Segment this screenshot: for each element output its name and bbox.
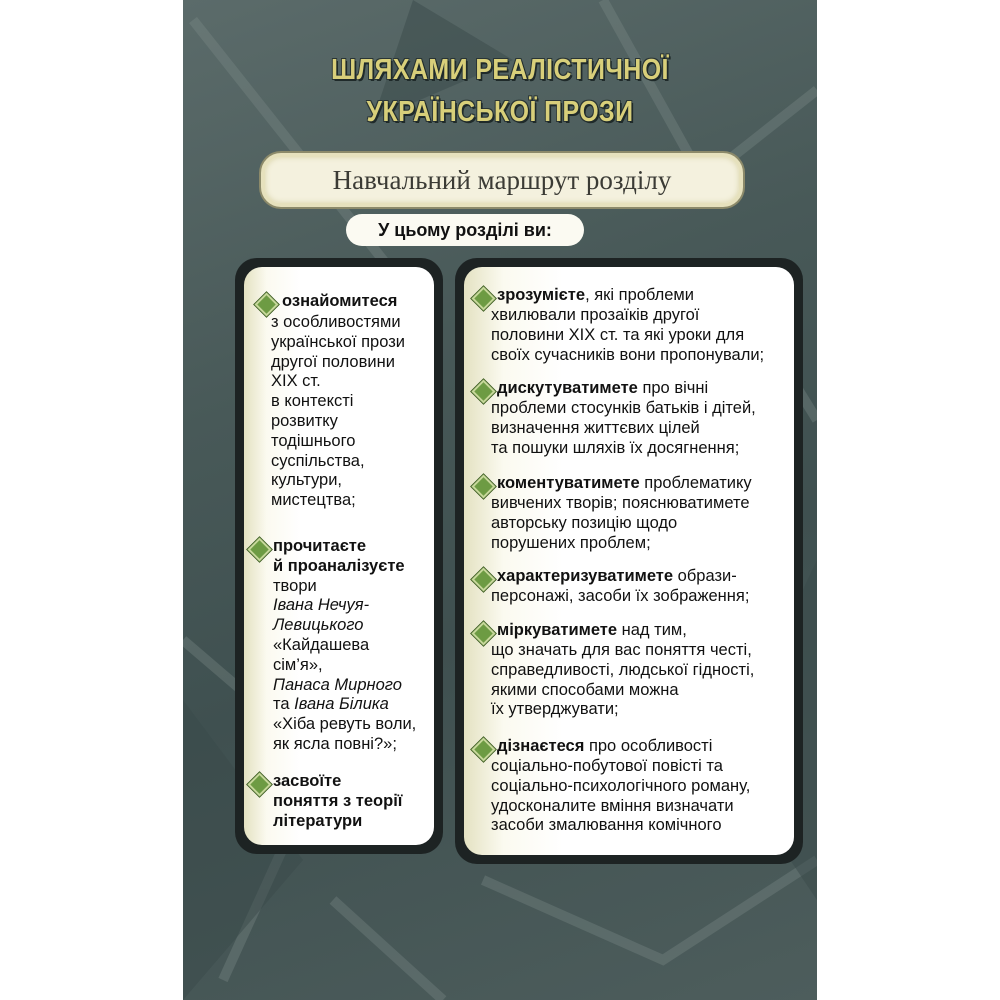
- work-title: сім’я»,: [273, 655, 323, 674]
- author-name: Панаса Мирного: [273, 675, 402, 694]
- item-line: з особливостями: [271, 313, 401, 331]
- left-item-3: [273, 772, 439, 831]
- item-line: якими способами можна: [491, 680, 679, 699]
- left-item-1: [282, 292, 442, 312]
- item-line: української прози: [271, 332, 405, 351]
- item-line: що значать для вас поняття честі,: [491, 641, 752, 659]
- item-keyword: прочитаєте: [273, 537, 367, 555]
- item-line: визначення життєвих цілей: [491, 418, 700, 437]
- item-line: справедливості, людської гідності,: [491, 660, 755, 679]
- book-cover: [183, 0, 817, 1000]
- right-item-4: [497, 567, 797, 587]
- item-text: , які проблеми: [585, 286, 694, 304]
- item-line: культури,: [271, 471, 343, 490]
- item-keyword: й проаналізуєте: [273, 556, 405, 575]
- right-item-5: [497, 621, 797, 641]
- item-line: авторську позицію щодо: [491, 513, 678, 532]
- item-keyword: міркуватимете: [497, 621, 618, 639]
- right-item-1: [497, 286, 797, 306]
- work-title: як ясла повні?»;: [273, 734, 397, 753]
- item-line: порушених проблем;: [491, 533, 651, 552]
- right-item-6: [497, 737, 797, 757]
- item-text: про особливості: [584, 737, 713, 755]
- item-line: проблеми стосунків батьків і дітей,: [491, 399, 756, 417]
- item-keyword: поняття з теорії: [273, 791, 403, 810]
- left-item-2: [273, 537, 439, 755]
- right-item-4-text: [491, 587, 797, 607]
- item-line: твори: [273, 576, 317, 595]
- item-keyword: дізнаєтеся: [497, 737, 585, 755]
- item-line: в контексті: [271, 392, 354, 411]
- right-item-3: [497, 474, 797, 494]
- item-text: образи-: [673, 567, 737, 585]
- item-keyword: літератури: [273, 811, 363, 830]
- item-keyword: коментуватимете: [497, 474, 640, 492]
- right-item-6-text: [491, 757, 797, 836]
- item-keyword: характеризуватимете: [497, 567, 674, 585]
- item-connector: та: [273, 695, 295, 714]
- title-line-2: УКРАЇНСЬКОЇ ПРОЗИ: [366, 96, 634, 128]
- item-keyword: дискутуватимете: [497, 379, 638, 397]
- item-line: другої половини: [271, 352, 395, 371]
- item-line: удосконалите вміння визначати: [491, 796, 734, 815]
- right-item-2-text: [491, 399, 797, 458]
- item-text: проблематику: [639, 474, 752, 492]
- left-item-1-text: [271, 313, 439, 511]
- item-keyword: зрозумієте: [497, 286, 586, 304]
- right-item-1-text: [491, 306, 797, 365]
- route-label: Навчальний маршрут розділу: [332, 164, 672, 195]
- item-line: персонажі, засоби їх зображення;: [491, 587, 750, 605]
- work-title: «Кайдашева: [273, 635, 370, 654]
- intro-label: У цьому розділі ви:: [378, 219, 552, 240]
- item-line: хвилювали прозаїків другої: [491, 306, 700, 324]
- right-item-3-text: [491, 494, 797, 553]
- item-line: засоби змалювання комічного: [491, 816, 722, 835]
- item-line: вивчених творів; пояснюватимете: [491, 494, 750, 512]
- author-name: Івана Нечуя-: [273, 596, 370, 615]
- right-item-5-text: [491, 641, 797, 720]
- intro-label-box: [346, 214, 584, 246]
- author-name: Івана Білика: [294, 695, 389, 714]
- author-name: Левицького: [273, 616, 364, 635]
- item-line: розвитку: [271, 411, 338, 430]
- item-line: соціально-побутової повісті та: [491, 757, 723, 775]
- left-panel: [235, 258, 443, 854]
- item-line: половини XIX ст. та які уроки для: [491, 325, 745, 344]
- item-line: їх утверджувати;: [491, 700, 619, 719]
- work-title: «Хіба ревуть воли,: [273, 715, 417, 734]
- item-line: тодішнього: [271, 431, 356, 450]
- route-banner: [261, 153, 743, 207]
- right-panel: [455, 258, 803, 864]
- item-keyword: ознайомитеся: [282, 292, 398, 310]
- right-item-2: [497, 379, 797, 399]
- item-line: та пошуки шляхів їх досягнення;: [491, 438, 740, 457]
- item-line: XIX ст.: [271, 372, 321, 391]
- item-line: соціально-психологічного роману,: [491, 776, 751, 795]
- item-keyword: засвоїте: [273, 772, 342, 790]
- item-line: своїх сучасників вони пропонували;: [491, 345, 765, 364]
- item-text: над тим,: [617, 621, 687, 639]
- title-line-1: ШЛЯХАМИ РЕАЛІСТИЧНОЇ: [331, 54, 669, 86]
- item-line: суспільства,: [271, 451, 365, 470]
- item-line: мистецтва;: [271, 491, 356, 510]
- item-text: про вічні: [637, 379, 709, 397]
